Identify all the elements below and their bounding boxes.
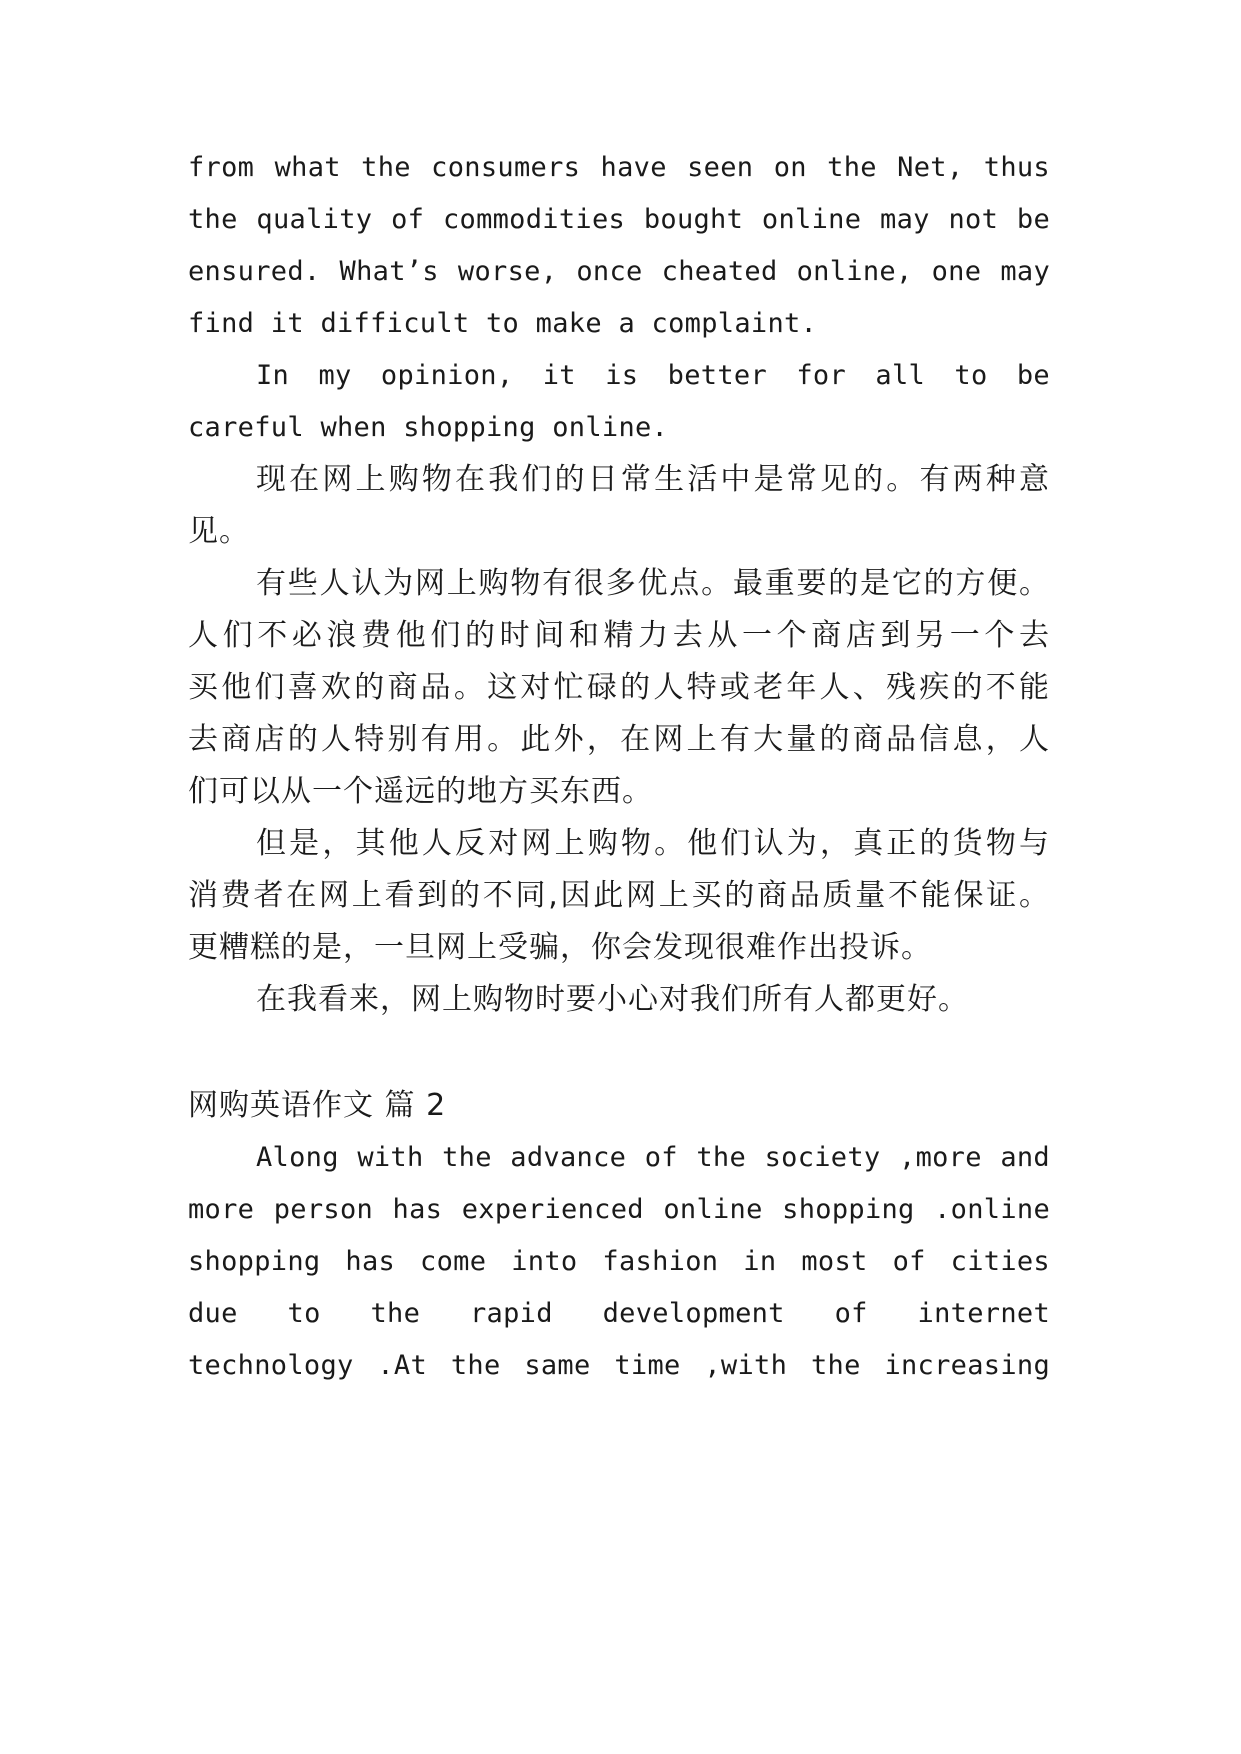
text-line: 们可以从一个遥远的地方买东西。 — [188, 774, 653, 809]
text-line: 去商店的人特别有用。此外，在网上有大量的商品信息，人 — [188, 722, 1050, 757]
text-line: technology .At the same time ,with the increasing — [188, 1350, 1050, 1381]
text-line: the quality of commodities bought online may not be — [188, 204, 1050, 235]
text-line: Along with the advance of the society ,more and — [256, 1142, 1050, 1173]
text-line: 在我看来，网上购物时要小心对我们所有人都更好。 — [256, 982, 969, 1017]
text-line: 买他们喜欢的商品。这对忙碌的人特或老年人、残疾的不能 — [188, 670, 1050, 705]
text-line: due to the rapid development of internet — [188, 1298, 1050, 1329]
text-line: In my opinion, it is better for all to be — [256, 360, 1050, 391]
text-line: 但是，其他人反对网上购物。他们认为，真正的货物与 — [256, 826, 1050, 861]
text-line: ensured. What’s worse, once cheated online, one may — [188, 256, 1050, 287]
text-line: 见。 — [188, 514, 250, 549]
text-line: 更糟糕的是，一旦网上受骗，你会发现很难作出投诉。 — [188, 930, 932, 965]
text-line: careful when shopping online. — [188, 412, 669, 443]
text-line: 消费者在网上看到的不同,因此网上买的商品质量不能保证。 — [188, 878, 1050, 913]
text-line: 人们不必浪费他们的时间和精力去从一个商店到另一个去 — [188, 618, 1050, 653]
text-line: from what the consumers have seen on the Net, thus — [188, 152, 1050, 183]
text-line: find it difficult to make a complaint. — [188, 308, 818, 339]
text-line: more person has experienced online shopping .online — [188, 1194, 1050, 1225]
text-line: shopping has come into fashion in most of cities — [188, 1246, 1050, 1277]
text-line: 现在网上购物在我们的日常生活中是常见的。有两种意 — [256, 462, 1050, 497]
section-heading: 网购英语作文 篇 2 — [188, 1088, 447, 1123]
text-line: 有些人认为网上购物有很多优点。最重要的是它的方便。 — [256, 566, 1050, 601]
